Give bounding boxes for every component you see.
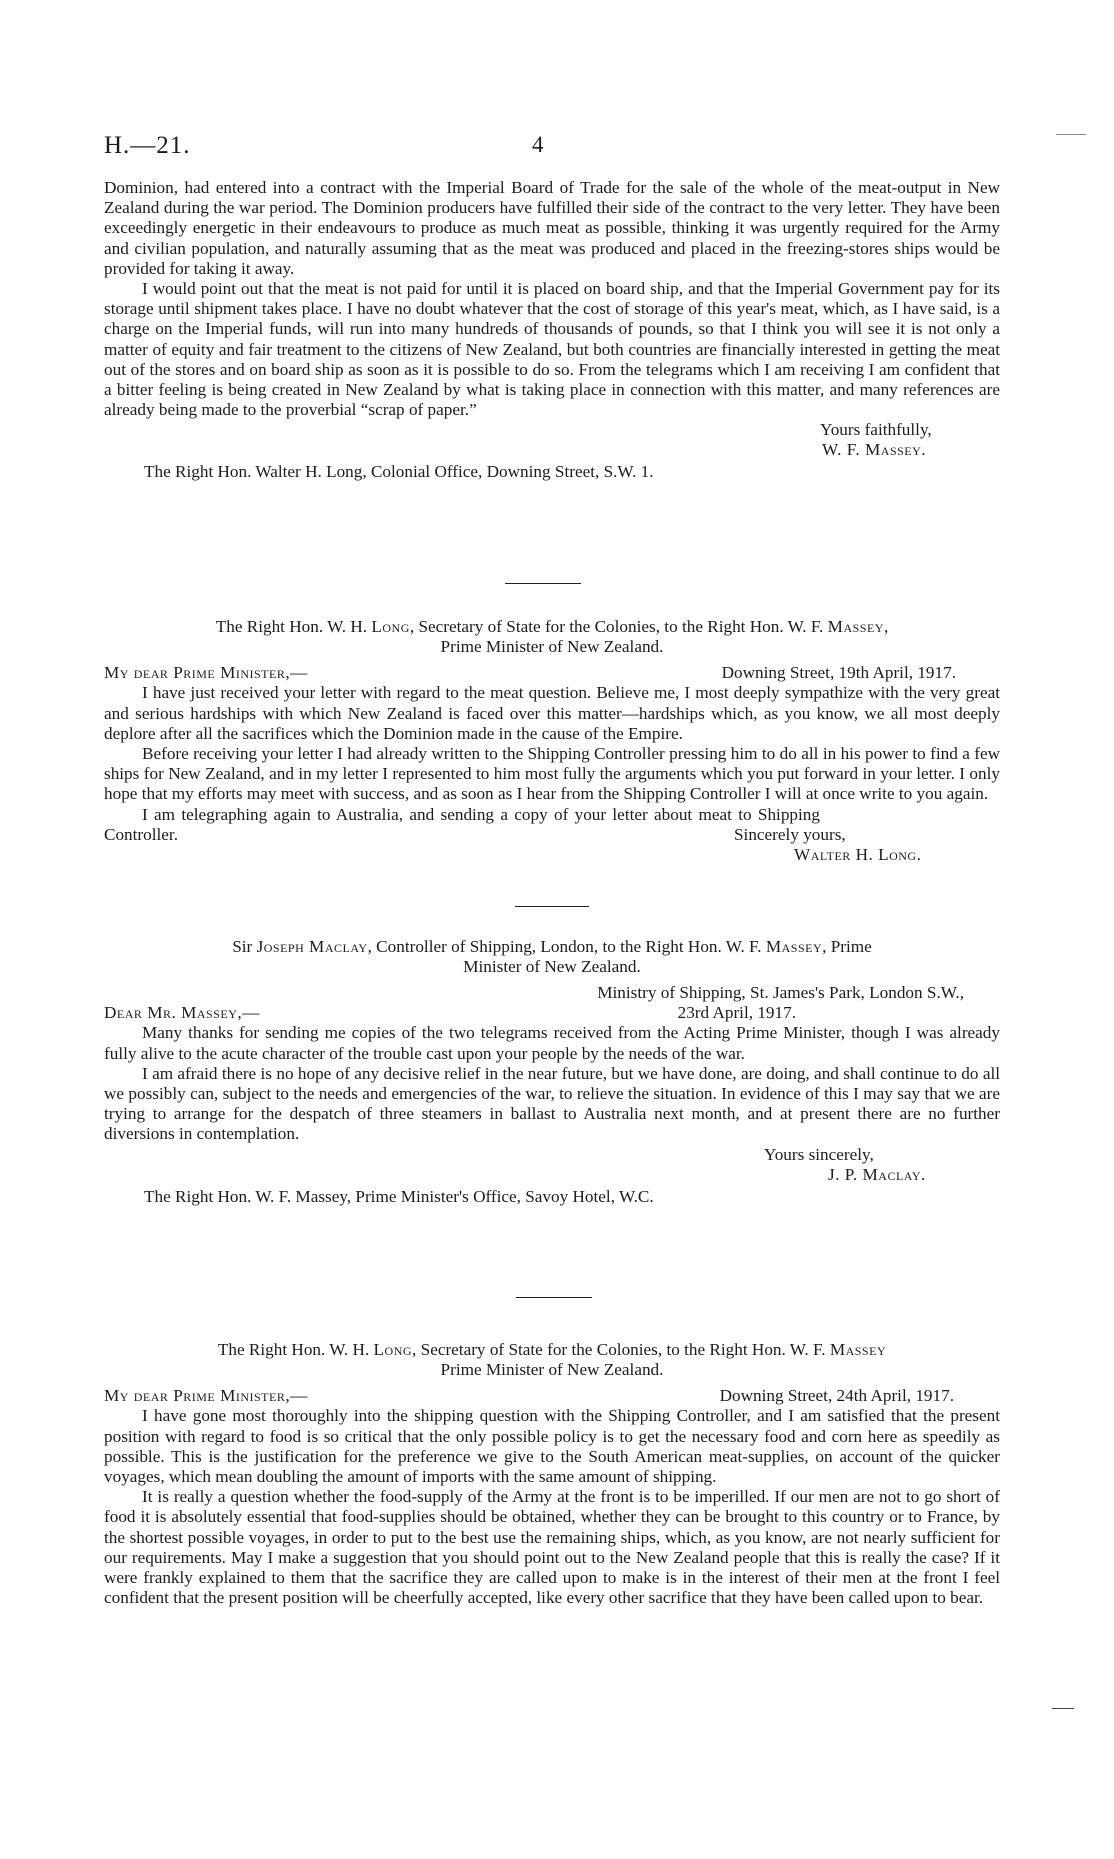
recipient-address: The Right Hon. W. F. Massey, Prime Minister's Office, Savoy Hotel, W.C. (144, 1186, 654, 1206)
heading-text: The Right Hon. W. H. (215, 617, 368, 636)
heading-text: , Prime (822, 937, 872, 956)
heading-text: , Secretary of State for the Colonies, to the Right Hon. W. F. (412, 1340, 826, 1359)
heading-text: The Right Hon. W. H. (217, 1340, 370, 1359)
letter-heading-line2: Minister of New Zealand. (463, 957, 641, 977)
heading-text: , Controller of Shipping, London, to the Right Hon. W. F. (367, 937, 762, 956)
letter-heading-line2: Prime Minister of New Zealand. (440, 1360, 664, 1380)
letter-4 (104, 1340, 1000, 1608)
heading-name: Joseph Maclay (256, 937, 368, 956)
signature: Walter H. Long. (794, 845, 922, 865)
signature-line (104, 845, 1000, 865)
paragraph: It is really a question whether the food-supply of the Army at the front is to be imperilled. If our men are not to go short of food it is absolutely essential that food-supplies should be obtained, whether they can be brought to this country or to France, by the shortest possible voyages, in order to put to the best use the remaining ships, which, as you know, are not nearly sufficient for our requirements. May I make a suggestion that you should point out to the New Zealand people that this is really the case? If it were frankly explained to them that the sacrifice they are called upon to make is in the interest of their men at the front I feel confident that the present position will be cheerfully accepted, like every other sacrifice that they have been called upon to bear. (104, 1487, 1000, 1608)
page-number: 4 (532, 132, 544, 157)
place-date: Downing Street, 19th April, 1917. (721, 663, 956, 683)
heading-text: , (883, 617, 889, 636)
salutation-row (104, 1003, 1000, 1023)
heading-name: Massey (765, 937, 823, 956)
letter-heading (104, 1340, 1000, 1360)
signature: J. P. Maclay. (828, 1164, 926, 1184)
paragraph: Dominion, had entered into a contract with the Imperial Board of Trade for the sale of the whole of the meat-output in New Zealand during the war period. The Dominion producers have fulfilled their side of the contract to the very letter. They have been exceedingly energetic in their endeavours to produce as much meat as possible, thinking it was urgently required for the Army and civilian population, and naturally assuming that as the meat was produced and placed in the freezing-stores ships would be provided for taking it away. (104, 178, 1000, 278)
place-row (104, 983, 1000, 1003)
section-divider (516, 1297, 592, 1298)
letter-1 (104, 178, 1000, 482)
address-line (104, 462, 1000, 482)
section-divider (505, 583, 581, 584)
salutation: Dear Mr. Massey,— (104, 1003, 260, 1023)
heading-name: Long (373, 1340, 413, 1359)
paragraph: Before receiving your letter I had already written to the Shipping Controller pressing him to do all in his power to find a few ships for New Zealand, and in my letter I represented to him most fully the arguments which you put forward in your letter. I only hope that my efforts may meet with success, and as soon as I hear from the Shipping Controller I will at once write to you again. (104, 744, 1000, 804)
place-date: Downing Street, 24th April, 1917. (719, 1386, 954, 1406)
section-divider (515, 906, 589, 907)
salutation: My dear Prime Minister,— (104, 663, 308, 683)
paragraph: I have gone most thoroughly into the shipping question with the Shipping Controller, and I am satisfied that the present position with regard to food is so critical that the only possible policy is to get the necessary food and corn here as speedily as possible. This is the justification for the preference we give to the South American meat-supplies, on account of the quicker voyages, which mean doubling the amount of imports with the same amount of shipping. (104, 1406, 1000, 1487)
date: 23rd April, 1917. (677, 1003, 796, 1023)
document-reference: H.—21. (104, 132, 191, 159)
heading-name: Massey (827, 617, 884, 636)
letter-3 (104, 937, 1000, 1207)
paragraph: I am afraid there is no hope of any decisive relief in the near future, but we have done, are doing, and shall continue to do all we possibly can, subject to the needs and emergencies of the war, to relieve the situation. In evidence of this I may say that we are trying to arrange for the despatch of three steamers in ballast to Australia next month, and at present there are no further diversions in contemplation. (104, 1063, 1000, 1144)
letter-heading-line2: Prime Minister of New Zealand. (440, 637, 664, 657)
scan-mark (1052, 1708, 1074, 1709)
closing-line (104, 1145, 1000, 1165)
heading-text: Sir (232, 937, 253, 956)
paragraph: I would point out that the meat is not paid for until it is placed on board ship, and that the Imperial Government pay for its storage until shipment takes place. I have no doubt whatever that the cost of storage of this year's meat, which, as I have said, is a charge on the Imperial funds, will run into many hundreds of thousands of pounds, so that I think you will see it is not only a matter of equity and fair treatment to the citizens of New Zealand, but both countries are financially interested in getting the meat out of the stores and on board ship as soon as it is possible to do so. From the telegrams which I am receiving I am confident that a bitter feeling is being created in New Zealand by what is taking place in connection with this matter, and many references are already being made to the proverbial “scrap of paper.” (104, 279, 1000, 420)
place: Ministry of Shipping, St. James's Park, London S.W., (597, 983, 964, 1003)
heading-text: , Secretary of State for the Colonies, to the Right Hon. W. F. (409, 617, 824, 636)
scan-mark (1056, 134, 1086, 135)
letter-heading (104, 937, 1000, 957)
page-header (104, 132, 1004, 162)
address-line (104, 1187, 1000, 1207)
signature-line (104, 1165, 1000, 1185)
closing: Sincerely yours, (734, 825, 846, 845)
paragraph: I have just received your letter with regard to the meat question. Believe me, I most deeply sympathize with the very great and serious hardships with which New Zealand is faced over this matter—hardships which, as you know, we all most deeply deplore after all the sacrifices which the Dominion made in the cause of the Empire. (104, 683, 1000, 743)
heading-name: Long (371, 617, 410, 636)
recipient-address: The Right Hon. Walter H. Long, Colonial Office, Downing Street, S.W. 1. (144, 462, 654, 482)
signature: W. F. Massey. (822, 440, 927, 460)
paragraph: Many thanks for sending me copies of the two telegrams received from the Acting Prime Minister, though I was already fully alive to the acute character of the trouble cast upon your people by the needs of the war. (104, 1023, 1000, 1063)
closing-line (104, 420, 1000, 440)
salutation-row (104, 1386, 1000, 1406)
closing: Yours faithfully, (820, 420, 932, 440)
paragraph: I am telegraphing again to Australia, and sending a copy of your letter about meat to Shipping Controller. (104, 804, 820, 844)
salutation-row (104, 663, 1000, 683)
letter-2 (104, 617, 1000, 865)
letter-heading (104, 617, 1000, 637)
signature-line (104, 440, 1000, 460)
closing: Yours sincerely, (764, 1144, 874, 1164)
salutation: My dear Prime Minister,— (104, 1386, 308, 1406)
heading-name: Massey (829, 1340, 887, 1359)
closing-line (104, 825, 1000, 845)
